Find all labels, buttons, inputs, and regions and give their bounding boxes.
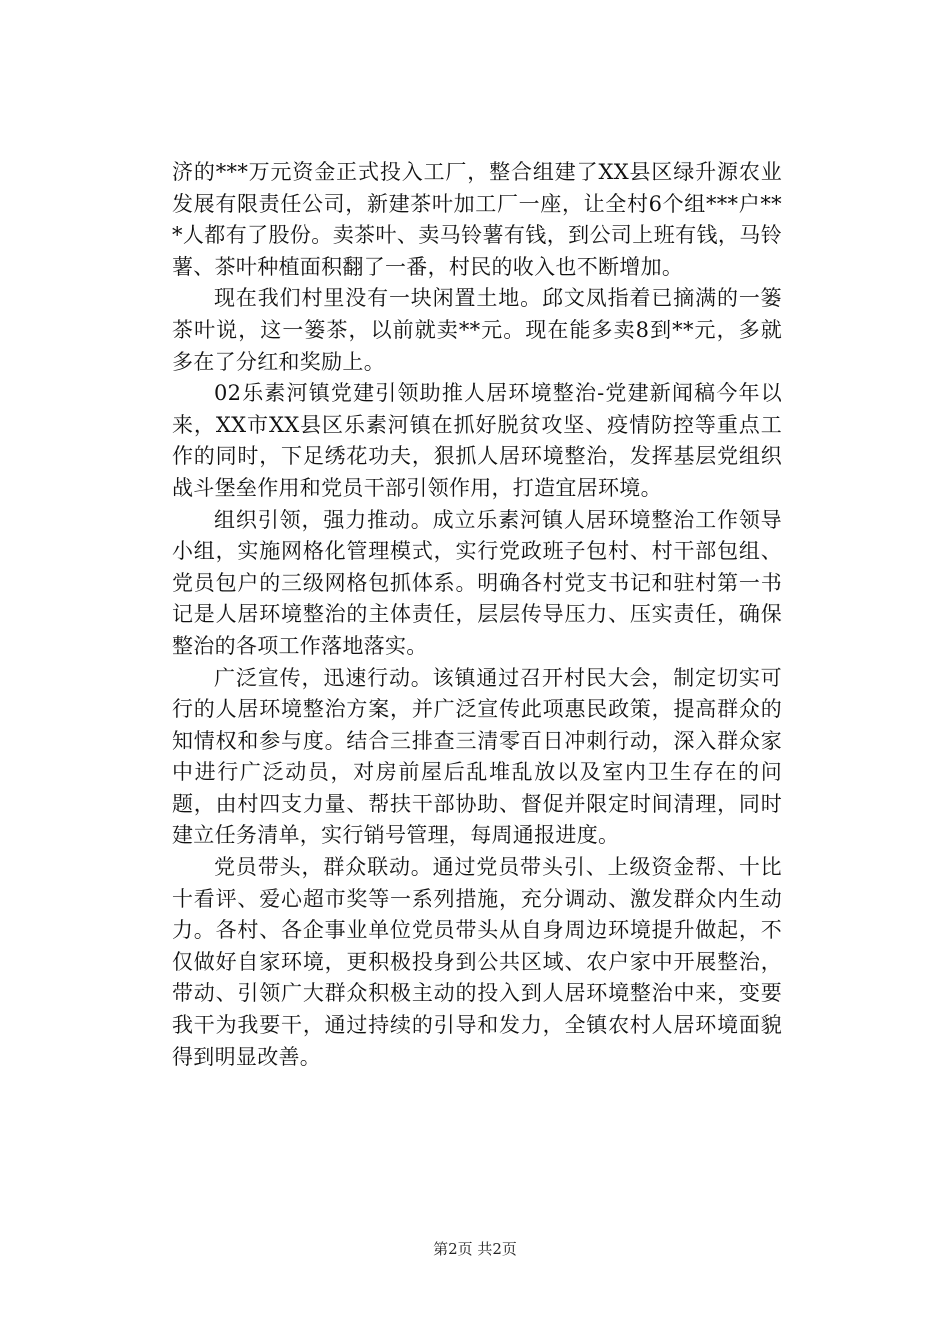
paragraph-continuation: 济的***万元资金正式投入工厂，整合组建了XX县区绿升源农业发展有限责任公司，新建茶叶加工厂一座，让全村6个组***户***人都有了股份。卖茶叶、卖马铃薯有钱，到公司上班有钱，马铃薯、茶叶种植面积翻了一番，村民的收入也不断增加。 [172,160,782,279]
paragraph-publicity: 广泛宣传，迅速行动。该镇通过召开村民大会，制定切实可行的人居环境整治方案，并广泛宣传此项惠民政策，提高群众的知情权和参与度。结合三排查三清零百日冲刺行动，深入群众家中进行广泛动员，对房前屋后乱堆乱放以及室内卫生存在的问题，由村四支力量、帮扶干部协助、督促并限定时间清理，同时建立任务清单，实行销号管理，每周通报进度。 [172,665,782,848]
paragraph-news-intro: 02乐素河镇党建引领助推人居环境整治-党建新闻稿今年以来，XX市XX县区乐素河镇在抓好脱贫攻坚、疫情防控等重点工作的同时，下足绣花功夫，狠抓人居环境整治，发挥基层党组织战斗堡垒作用和党员干部引领作用，打造宜居环境。 [172,381,782,500]
paragraph-idle-land: 现在我们村里没有一块闲置土地。邱文凤指着已摘满的一篓茶叶说，这一篓茶，以前就卖**元。现在能多卖8到**元，多就多在了分红和奖励上。 [172,286,782,374]
paragraph-organization: 组织引领，强力推动。成立乐素河镇人居环境整治工作领导小组，实施网格化管理模式，实行党政班子包村、村干部包组、党员包户的三级网格包抓体系。明确各村党支书记和驻村第一书记是人居环境整治的主体责任，层层传导压力、压实责任，确保整治的各项工作落地落实。 [172,507,782,658]
paragraph-party-members: 党员带头，群众联动。通过党员带头引、上级资金帮、十比十看评、爱心超市奖等一系列措施，充分调动、激发群众内生动力。各村、各企事业单位党员带头从自身周边环境提升做起，不仅做好自家环境，更积极投身到公共区域、农户家中开展整治，带动、引领广大群众积极主动的投入到人居环境整治中来，变要我干为我要干，通过持续的引导和发力，全镇农村人居环境面貌得到明显改善。 [172,855,782,1069]
page-number-footer: 第2页 共2页 [433,1240,517,1258]
document-body [172,157,782,1073]
